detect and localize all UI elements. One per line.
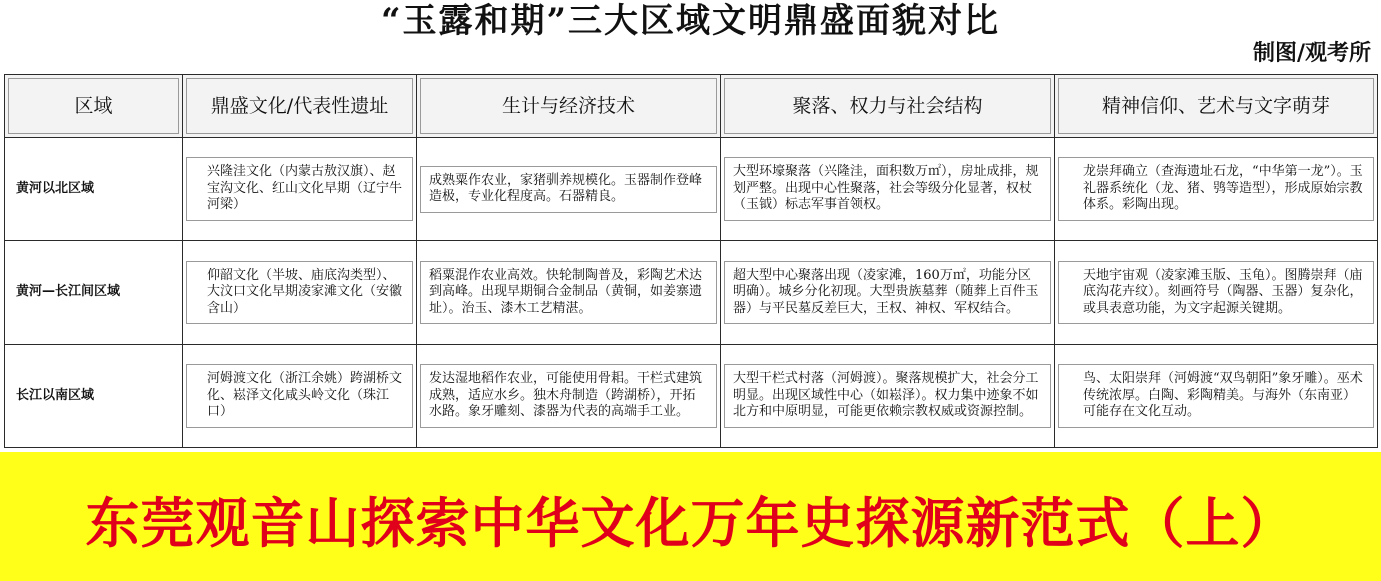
region-cell: 长江以南区域 <box>5 345 183 448</box>
column-header-culture: 鼎盛文化/代表性遗址 <box>183 75 417 138</box>
column-header-economy: 生计与经济技术 <box>417 75 721 138</box>
region-cell: 黄河—长江间区域 <box>5 241 183 345</box>
column-header-region: 区域 <box>5 75 183 138</box>
culture-cell: 兴隆洼文化（内蒙古敖汉旗）、赵宝沟文化、红山文化早期（辽宁牛河梁） <box>183 138 417 241</box>
banner-title: 东莞观音山探索中华文化万年史探源新范式（上） <box>85 492 1296 555</box>
belief-cell: 龙崇拜确立（查海遗址石龙，“中华第一龙”）。玉礼器系统化（龙、猪、鸮等造型），形成原始宗教体系。彩陶出现。 <box>1055 138 1378 241</box>
society-cell: 大型干栏式村落（河姆渡）。聚落规模扩大，社会分工明显。出现区域性中心（如崧泽）。权力集中迹象不如北方和中原明显，可能更依赖宗教权威或资源控制。 <box>721 345 1055 448</box>
column-header-society: 聚落、权力与社会结构 <box>721 75 1055 138</box>
region-cell: 黄河以北区域 <box>5 138 183 241</box>
column-header-belief: 精神信仰、艺术与文字萌芽 <box>1055 75 1378 138</box>
economy-cell: 成熟粟作农业，家猪驯养规模化。玉器制作登峰造极，专业化程度高。石器精良。 <box>417 138 721 241</box>
table-row <box>5 241 1378 345</box>
society-cell: 超大型中心聚落出现（凌家滩，160万㎡，功能分区明确）。城乡分化初现。大型贵族墓葬（随葬上百件玉器）与平民墓反差巨大，王权、神权、军权结合。 <box>721 241 1055 345</box>
table-row <box>5 345 1378 448</box>
belief-cell: 天地宇宙观（凌家滩玉版、玉龟）。图腾崇拜（庙底沟花卉纹）。刻画符号（陶器、玉器）复杂化，或具表意功能，为文字起源关键期。 <box>1055 241 1378 345</box>
credit-label: 制图/观考所 <box>1252 40 1371 66</box>
culture-cell: 河姆渡文化（浙江余姚）跨湖桥文化、崧泽文化咸头岭文化（珠江口） <box>183 345 417 448</box>
economy-cell: 稻粟混作农业高效。快轮制陶普及，彩陶艺术达到高峰。出现早期铜合金制品（黄铜，如姜寨遗址）。治玉、漆木工艺精湛。 <box>417 241 721 345</box>
table-header-row <box>5 75 1378 138</box>
promo-banner <box>0 452 1381 581</box>
page-title: “玉露和期”三大区域文明鼎盛面貌对比 <box>380 1 1001 41</box>
culture-cell: 仰韶文化（半坡、庙底沟类型）、大汶口文化早期凌家滩文化（安徽含山） <box>183 241 417 345</box>
economy-cell: 发达湿地稻作农业，可能使用骨耜。干栏式建筑成熟，适应水乡。独木舟制造（跨湖桥），开拓水路。象牙雕刻、漆器为代表的高端手工业。 <box>417 345 721 448</box>
comparison-table <box>4 74 1378 448</box>
society-cell: 大型环壕聚落（兴隆洼，面积数万㎡），房址成排，规划严整。出现中心性聚落，社会等级分化显著，权杖（玉钺）标志军事首领权。 <box>721 138 1055 241</box>
table-row <box>5 138 1378 241</box>
belief-cell: 鸟、太阳崇拜（河姆渡“双鸟朝阳”象牙雕）。巫术传统浓厚。白陶、彩陶精美。与海外（东南亚）可能存在文化互动。 <box>1055 345 1378 448</box>
